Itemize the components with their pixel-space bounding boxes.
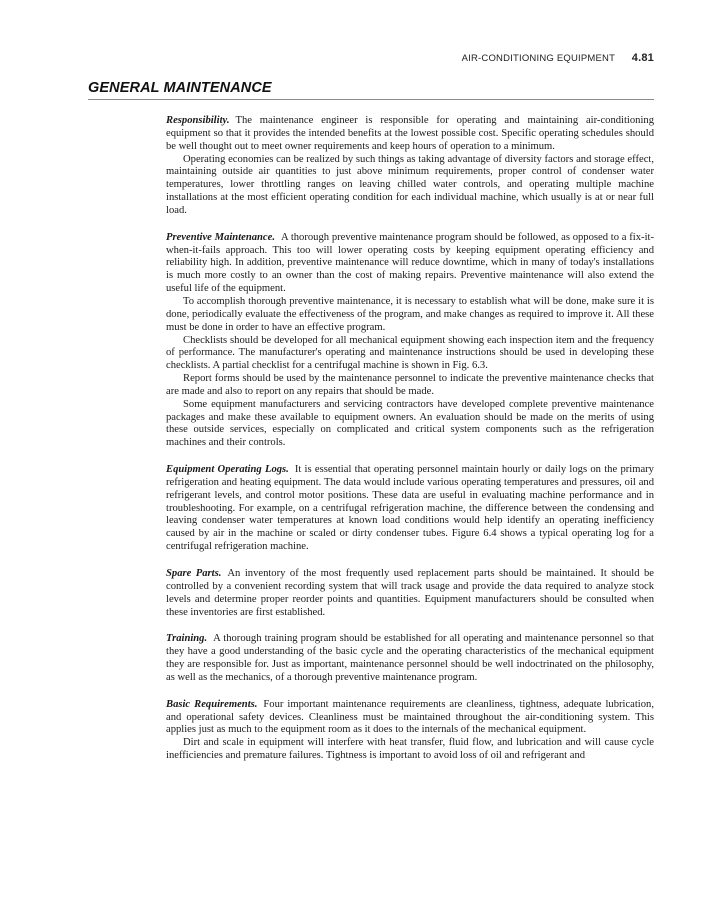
paragraph bbox=[166, 464, 654, 554]
paragraph-text: It is essential that operating personnel maintain hourly or daily logs on the primary refrigeration and heating equipment. The data would include various operating temperatures and pressures, oil and refrigerant levels, and control motor positions. These data are useful in evaluating machine performance and in troubleshooting. For example, on a centrifugal refrigeration machine, the difference between the condensing and leaving condenser water temperatures at known load conditions would help identify an operating inefficiency caused by air in the machine or scaled or dirty condenser tubes. Figure 6.4 shows a typical operating log for a centrifugal refrigeration machine. bbox=[166, 464, 654, 553]
paragraph: Dirt and scale in equipment will interfere with heat transfer, fluid flow, and lubrication and will cause cycle inefficiencies and premature failures. Tightness is important to avoid loss of oil and refrigerant and bbox=[166, 737, 654, 762]
run-in-heading: Preventive Maintenance. bbox=[166, 231, 275, 243]
paragraph bbox=[166, 633, 654, 684]
paragraph: Report forms should be used by the maintenance personnel to indicate the preventive maintenance checks that are made and also to report on any repairs that should be made. bbox=[166, 373, 654, 397]
body-text bbox=[166, 115, 654, 777]
paragraph bbox=[166, 568, 654, 619]
section-title: GENERAL MAINTENANCE bbox=[88, 80, 272, 96]
title-divider bbox=[88, 99, 654, 100]
paragraph-text: A thorough training program should be established for all operating and maintenance personnel so that they have a good understanding of the basic cycle and the operating characteristics of the mechanical equipment they are responsible for. Just as important, maintenance personnel should be well indoctrinated on the philosophy, as well as the mechanics, of a thorough preventive maintenance program. bbox=[166, 633, 654, 683]
run-in-heading: Basic Requirements. bbox=[166, 698, 258, 710]
run-in-heading: Responsibility. bbox=[166, 115, 230, 126]
paragraph: To accomplish thorough preventive maintenance, it is necessary to establish what will be done, make sure it is done, periodically evaluate the effectiveness of the program, and make changes as required to improve it. All these must be done in order to have an effective program. bbox=[166, 295, 654, 333]
section-responsibility bbox=[166, 115, 654, 218]
paragraph-text: An inventory of the most frequently used replacement parts should be maintained. It should be controlled by a convenient recording system that will track usage and provide the data required to analyze stock levels and determine proper reorder points and quantities. Equipment manufacturers should be consulted when these inventories are first established. bbox=[166, 568, 654, 618]
section-spare-parts bbox=[166, 568, 654, 619]
run-in-heading: Spare Parts. bbox=[166, 568, 222, 579]
paragraph-text: The maintenance engineer is responsible for operating and maintaining air-conditioning equipment so that it provides the intended benefits at the lowest possible cost. Specific operating schedules should be well thought out to meet owner requirements and keep hours of operation to a minimum. bbox=[166, 115, 654, 152]
section-basic-requirements bbox=[166, 699, 654, 763]
paragraph bbox=[166, 232, 654, 296]
paragraph bbox=[166, 115, 654, 154]
section-equipment-operating-logs bbox=[166, 464, 654, 554]
running-head bbox=[462, 52, 654, 64]
paragraph bbox=[166, 699, 654, 738]
run-in-heading: Training. bbox=[166, 633, 208, 645]
page-number: 4.81 bbox=[631, 52, 654, 64]
section-preventive-maintenance bbox=[166, 232, 654, 450]
paragraph: Operating economies can be realized by such things as taking advantage of diversity factors and storage effect, maintaining outside air quantities to just above minimum requirements, proper control of condenser water temperatures, lower throttling ranges on leaving chilled water controls, and operating multiple machine installations at the most efficient operating condition for each individual machine, which usually is at or near full load. bbox=[166, 153, 654, 216]
paragraph-text: Four important maintenance requirements are cleanliness, tightness, adequate lubrication, and operational safety devices. Cleanliness must be maintained throughout the air-conditioning system. This applies just as much to the equipment room as it does to the internals of the mechanical equipment. bbox=[166, 698, 654, 736]
run-in-heading: Equipment Operating Logs. bbox=[166, 464, 289, 476]
paragraph-text: A thorough preventive maintenance program should be followed, as opposed to a fix-it-when-it-fails approach. This too will lower operating costs by keeping equipment operating efficiency and reliability high. In addition, preventive maintenance will reduce downtime, which in many of today's installations is much more costly to an owner than the cost of making repairs. Preventive maintenance will also extend the useful life of the equipment. bbox=[166, 231, 654, 295]
section-training bbox=[166, 633, 654, 684]
paragraph: Checklists should be developed for all mechanical equipment showing each inspection item and the frequency of performance. The manufacturer's operating and maintenance instructions should be used in developing these checklists. A partial checklist for a centrifugal machine is shown in Fig. 6.3. bbox=[166, 334, 654, 372]
paragraph: Some equipment manufacturers and servicing contractors have developed complete preventive maintenance packages and make these available to equipment owners. An evaluation should be made on the merits of using these outside services, especially on complicated and critical system components such as the refrigeration machines and their controls. bbox=[166, 398, 654, 449]
running-title: AIR-CONDITIONING EQUIPMENT bbox=[461, 53, 615, 64]
